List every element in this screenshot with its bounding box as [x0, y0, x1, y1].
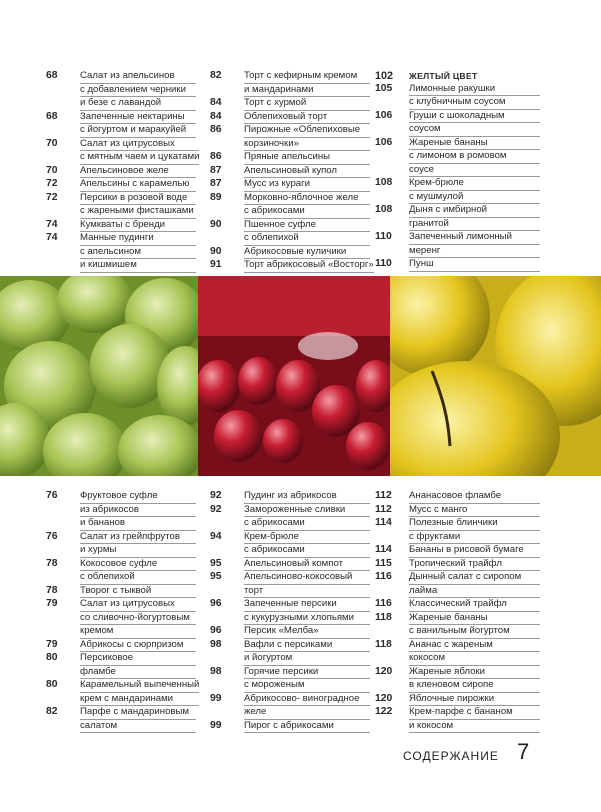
toc-title — [409, 83, 540, 110]
toc-page-number: 95 — [210, 571, 222, 582]
toc-title-line: кокосом — [409, 652, 540, 666]
toc-page-number: 91 — [210, 259, 222, 270]
toc-title-line: Груши с шоколадным — [409, 110, 540, 124]
toc-title-line: Жареные яблоки — [409, 666, 540, 680]
toc-title-line: Салат из цитрусовых — [80, 598, 196, 612]
toc-top-col3 — [375, 70, 540, 272]
toc-title-line: Тропический трайфл — [409, 558, 540, 572]
toc-title-line: Абрикосы с сюрпризом — [80, 639, 196, 653]
toc-page-number: 122 — [375, 706, 393, 717]
toc-page-number: 118 — [375, 611, 392, 623]
toc-title — [80, 652, 196, 679]
toc-entry — [46, 531, 196, 558]
toc-entry — [375, 706, 540, 733]
toc-title-line: и йогуртом — [244, 652, 370, 666]
toc-title-line: Бананы в рисовой бумаге — [409, 544, 540, 558]
toc-entry — [210, 558, 370, 572]
toc-page-number: 98 — [210, 665, 222, 677]
toc-entry — [210, 504, 370, 531]
toc-page-number: 120 — [375, 665, 393, 677]
toc-title-line: Манные пудинги — [80, 232, 196, 246]
toc-title — [244, 165, 370, 179]
toc-title-line: Салат из апельсинов — [80, 70, 196, 84]
toc-title-line: Классический трайфл — [409, 598, 540, 612]
toc-title-line: Салат из цитрусовых — [80, 138, 199, 152]
toc-title-line: из абрикосов — [80, 504, 196, 518]
toc-title-line: Крем-брюле — [244, 531, 370, 545]
toc-title-line: и мандаринами — [244, 84, 370, 98]
toc-entry — [46, 178, 196, 192]
toc-title — [409, 110, 540, 137]
toc-page-number: 112 — [375, 503, 392, 515]
toc-entry — [375, 490, 540, 504]
toc-page-number: 95 — [210, 557, 222, 569]
toc-title-line: Персик «Мелба» — [244, 625, 370, 639]
toc-title-line: с ванильным йогуртом — [409, 625, 540, 639]
toc-page-number: 116 — [375, 571, 392, 582]
toc-page-number: 112 — [375, 490, 392, 501]
toc-title — [409, 490, 540, 504]
toc-title-line: гранитой — [409, 218, 540, 232]
toc-entry — [375, 83, 540, 110]
toc-title — [80, 165, 196, 179]
toc-title-line: с клубничным соусом — [409, 96, 540, 110]
toc-title — [244, 259, 374, 273]
toc-entry — [375, 517, 540, 544]
toc-title-line: салатом — [80, 720, 196, 734]
toc-title — [244, 490, 370, 504]
toc-entry — [46, 192, 196, 219]
toc-title — [409, 558, 540, 572]
toc-title-line: с мятным чаем и цукатами — [80, 151, 199, 165]
toc-top-col2 — [210, 70, 374, 273]
toc-title — [80, 598, 196, 639]
toc-title-line: с облепихой — [80, 571, 196, 585]
toc-page-number: 80 — [46, 652, 58, 663]
toc-entry — [46, 165, 196, 179]
toc-bottom-col2 — [210, 490, 370, 733]
toc-title — [244, 246, 370, 260]
toc-title — [80, 192, 196, 219]
toc-title — [244, 720, 370, 734]
toc-page-number: 120 — [375, 692, 393, 704]
toc-title-line: с мушмулой — [409, 191, 540, 205]
toc-title-line: Яблочные пирожки — [409, 693, 540, 707]
toc-title — [244, 598, 370, 625]
toc-page-number: 108 — [375, 177, 393, 188]
toc-entry — [46, 490, 196, 531]
toc-title-line: корзиночки» — [244, 138, 370, 152]
toc-page-number: 87 — [210, 178, 222, 189]
toc-page-number: 68 — [46, 70, 58, 81]
toc-entry — [375, 177, 540, 204]
toc-entry — [375, 137, 540, 178]
toc-page-number: 99 — [210, 692, 222, 704]
toc-page-number: 82 — [46, 706, 58, 717]
toc-title-line: Вафли с персиками — [244, 639, 370, 653]
toc-top-col1 — [46, 70, 200, 273]
section-heading — [375, 70, 540, 83]
toc-title-line: крем с мандаринами — [80, 693, 199, 707]
toc-page-number: 76 — [46, 490, 58, 501]
toc-title — [409, 177, 540, 204]
toc-entry — [375, 110, 540, 137]
toc-title — [244, 639, 370, 666]
toc-bottom-col3 — [375, 490, 540, 733]
toc-title-line: желе — [244, 706, 370, 720]
toc-page-number: 96 — [210, 598, 222, 609]
toc-title-line: с добавлением черники — [80, 84, 196, 98]
toc-title-line: с апельсином — [80, 246, 196, 260]
toc-title — [409, 258, 540, 272]
toc-title — [244, 192, 370, 219]
toc-title-line: Пудинг из абрикосов — [244, 490, 370, 504]
toc-title-line: с йогуртом и маракуйей — [80, 124, 196, 138]
toc-title — [409, 693, 540, 707]
toc-page-number: 110 — [375, 231, 392, 242]
toc-title-line: Апельсиново-кокосовый — [244, 571, 370, 585]
toc-title — [80, 679, 199, 706]
toc-page-number: 115 — [375, 557, 392, 569]
toc-title-line: Пирог с абрикосами — [244, 720, 370, 734]
toc-title-line: Крем-парфе с бананом — [409, 706, 540, 720]
toc-page-number: 70 — [46, 137, 58, 149]
toc-page-number: 74 — [46, 218, 58, 230]
toc-title — [244, 219, 370, 246]
toc-title — [244, 504, 370, 531]
toc-entry — [46, 111, 196, 138]
toc-title-line: с абрикосами — [244, 205, 370, 219]
toc-title — [80, 585, 196, 599]
toc-title — [409, 517, 540, 544]
toc-title-line: Пунш — [409, 258, 540, 272]
toc-title — [409, 571, 540, 598]
toc-title — [80, 490, 196, 531]
toc-entry — [46, 652, 196, 679]
toc-entry — [375, 666, 540, 693]
toc-title — [244, 178, 370, 192]
section-heading-num: 102 — [375, 70, 394, 82]
toc-title-line: Кумкваты с бренди — [80, 219, 196, 233]
toc-title — [244, 97, 370, 111]
toc-title-line: и хурмы — [80, 544, 196, 558]
toc-title — [80, 531, 196, 558]
toc-bottom-col1 — [46, 490, 200, 733]
toc-title-line: Фруктовое суфле — [80, 490, 196, 504]
toc-title-line: Горячие персики — [244, 666, 370, 680]
toc-title-line: Абрикосовые куличики — [244, 246, 370, 260]
toc-title-line: лайма — [409, 585, 540, 599]
toc-page-number: 90 — [210, 218, 222, 230]
toc-title — [80, 178, 196, 192]
toc-entry — [210, 639, 370, 666]
toc-title — [80, 232, 196, 273]
toc-title — [409, 666, 540, 693]
toc-entry — [375, 231, 540, 258]
toc-page-number: 68 — [46, 110, 58, 122]
toc-title-line: Дыня с имбирной — [409, 204, 540, 218]
toc-entry — [46, 137, 200, 165]
toc-entry — [210, 111, 370, 125]
toc-title-line: с лимоном в ромовом — [409, 150, 540, 164]
toc-page-number: 94 — [210, 530, 222, 542]
toc-title — [244, 111, 370, 125]
toc-page-number: 106 — [375, 136, 393, 148]
toc-title-line: Апельсиновый компот — [244, 558, 370, 572]
toc-entry — [210, 97, 370, 111]
toc-entry — [210, 571, 370, 598]
toc-page-number: 76 — [46, 530, 58, 542]
toc-title-line: кремом — [80, 625, 196, 639]
toc-page-number: 84 — [210, 97, 222, 108]
toc-entry — [210, 625, 370, 639]
toc-title-line: соусом — [409, 123, 540, 137]
toc-entry — [375, 612, 540, 639]
toc-title-line: Пряные апельсины — [244, 151, 370, 165]
toc-title-line: с жареными фисташками — [80, 205, 196, 219]
toc-title — [244, 124, 370, 151]
toc-entry — [46, 679, 200, 706]
toc-page-number: 105 — [375, 82, 393, 94]
toc-title-line: фламбе — [80, 666, 196, 680]
toc-title-line: Апельсины с карамелью — [80, 178, 196, 192]
toc-entry — [210, 598, 370, 625]
photo-strip — [0, 276, 601, 476]
toc-page-number: 79 — [46, 598, 58, 609]
toc-title-line: Торт с кефирным кремом — [244, 70, 370, 84]
toc-page-number: 106 — [375, 109, 393, 121]
toc-entry — [375, 544, 540, 558]
toc-title-line: Запеченный лимонный — [409, 231, 540, 245]
toc-title — [244, 571, 370, 598]
toc-entry — [210, 246, 370, 260]
toc-page-number: 80 — [46, 679, 58, 690]
toc-title-line: Пирожные «Облепиховые — [244, 124, 370, 138]
toc-page-number: 114 — [375, 517, 392, 528]
toc-entry — [210, 666, 370, 693]
toc-title-line: и кокосом — [409, 720, 540, 734]
toc-title-line: Мусс из кураги — [244, 178, 370, 192]
toc-page-number: 92 — [210, 490, 222, 501]
toc-title-line: Лимонные ракушки — [409, 83, 540, 97]
toc-title — [80, 639, 196, 653]
toc-entry — [46, 70, 196, 111]
toc-title — [409, 598, 540, 612]
toc-title-line: соусе — [409, 164, 540, 178]
toc-title-line: Запеченные персики — [244, 598, 370, 612]
toc-title-line: Жареные бананы — [409, 612, 540, 626]
toc-entry — [46, 598, 196, 639]
toc-title-line: Ананас с жареным — [409, 639, 540, 653]
toc-title-line: Парфе с мандариновым — [80, 706, 196, 720]
toc-title-line: с мороженым — [244, 679, 370, 693]
toc-entry — [46, 706, 196, 733]
toc-title-line: Абрикосово- виноградное — [244, 693, 370, 707]
grapes-photo — [0, 276, 198, 476]
toc-title — [80, 138, 199, 165]
toc-title-line: и бананов — [80, 517, 196, 531]
toc-entry — [210, 531, 370, 558]
toc-title — [80, 70, 196, 111]
toc-entry — [210, 165, 370, 179]
toc-page-number: 86 — [210, 151, 222, 162]
toc-page-number: 72 — [46, 191, 58, 203]
toc-title-line: Апельсиновый купол — [244, 165, 370, 179]
toc-title-line: и безе с лавандой — [80, 97, 196, 111]
toc-title-line: Ананасовое фламбе — [409, 490, 540, 504]
toc-title-line: с кукурузными хлопьями — [244, 612, 370, 626]
pomegranate-photo — [198, 276, 390, 476]
toc-title-line: торт — [244, 585, 370, 599]
toc-page-number: 74 — [46, 232, 58, 243]
toc-title-line: Морковно-яблочное желе — [244, 192, 370, 206]
toc-page-number: 98 — [210, 638, 222, 650]
toc-title-line: с абрикосами — [244, 544, 370, 558]
toc-title — [244, 558, 370, 572]
toc-title-line: Замороженные сливки — [244, 504, 370, 518]
apples-photo — [390, 276, 601, 476]
toc-title-line: Облепиховый торт — [244, 111, 370, 125]
toc-title — [244, 625, 370, 639]
toc-page-number: 78 — [46, 557, 58, 569]
toc-title-line: Запеченные нектарины — [80, 111, 196, 125]
toc-title-line: Персики в розовой воде — [80, 192, 196, 206]
toc-entry — [210, 192, 370, 219]
toc-title-line: Творог с тыквой — [80, 585, 196, 599]
toc-title-line: с облепихой — [244, 232, 370, 246]
toc-page-number: 90 — [210, 245, 222, 257]
footer-label: СОДЕРЖАНИЕ — [403, 749, 499, 763]
toc-title — [409, 504, 540, 518]
toc-page-number: 114 — [375, 544, 392, 555]
toc-entry — [375, 693, 540, 707]
toc-entry — [375, 504, 540, 518]
toc-entry — [375, 558, 540, 572]
toc-title — [409, 204, 540, 231]
toc-page-number: 116 — [375, 598, 392, 609]
toc-page-number: 86 — [210, 124, 222, 135]
toc-page-number: 108 — [375, 204, 393, 215]
toc-title — [409, 137, 540, 178]
toc-entry — [375, 571, 540, 598]
toc-entry — [46, 585, 196, 599]
toc-entry — [46, 232, 196, 273]
toc-entry — [210, 219, 370, 246]
toc-entry — [375, 204, 540, 231]
toc-title-line: Карамельный выпеченный — [80, 679, 199, 693]
toc-title — [80, 219, 196, 233]
toc-entry — [210, 259, 374, 273]
toc-title — [244, 151, 370, 165]
toc-entry — [46, 558, 196, 585]
toc-page-number: 99 — [210, 719, 222, 731]
toc-entry — [210, 490, 370, 504]
toc-title-line: Полезные блинчики — [409, 517, 540, 531]
toc-title-line: Апельсиновое желе — [80, 165, 196, 179]
toc-page-number: 84 — [210, 110, 222, 122]
toc-entry — [210, 151, 370, 165]
toc-entry — [210, 693, 370, 720]
toc-title — [409, 612, 540, 639]
toc-title-line: с абрикосами — [244, 517, 370, 531]
section-heading-title: ЖЕЛТЫЙ ЦВЕТ — [409, 71, 478, 81]
toc-entry — [46, 639, 196, 653]
toc-title — [244, 693, 370, 720]
toc-title — [244, 531, 370, 558]
toc-title-line: меренг — [409, 245, 540, 259]
toc-page-number: 72 — [46, 178, 58, 189]
toc-title-line: Крем-брюле — [409, 177, 540, 191]
toc-page-number: 110 — [375, 258, 392, 269]
toc-entry — [210, 720, 370, 734]
toc-page-number: 96 — [210, 625, 222, 636]
toc-title — [409, 706, 540, 733]
toc-title-line: Торт с хурмой — [244, 97, 370, 111]
toc-page-number: 87 — [210, 164, 222, 176]
toc-title — [80, 706, 196, 733]
toc-entry — [375, 258, 540, 272]
toc-title — [409, 544, 540, 558]
toc-title — [409, 639, 540, 666]
toc-title-line: с фруктами — [409, 531, 540, 545]
toc-title-line: Салат из грейпфрутов — [80, 531, 196, 545]
toc-title-line: Дынный салат с сиропом — [409, 571, 540, 585]
toc-entry — [46, 219, 196, 233]
toc-title — [244, 666, 370, 693]
toc-title-line: и кишмишем — [80, 259, 196, 273]
toc-title-line: со сливочно-йогуртовым — [80, 612, 196, 626]
toc-page-number: 82 — [210, 70, 222, 81]
toc-title — [409, 231, 540, 258]
toc-entry — [375, 598, 540, 612]
toc-title — [244, 70, 370, 97]
toc-page-number: 92 — [210, 503, 222, 515]
toc-title-line: Жареные бананы — [409, 137, 540, 151]
toc-title — [80, 558, 196, 585]
toc-entry — [210, 178, 370, 192]
toc-page-number: 78 — [46, 584, 58, 596]
toc-title-line: Персиковое — [80, 652, 196, 666]
toc-entry — [210, 70, 370, 97]
toc-page-number: 89 — [210, 191, 222, 203]
toc-title-line: Пшенное суфле — [244, 219, 370, 233]
toc-title-line: Торт абрикосовый «Восторг» — [244, 259, 374, 273]
toc-title-line: Мусс с манго — [409, 504, 540, 518]
toc-page-number: 70 — [46, 164, 58, 176]
toc-title — [80, 111, 196, 138]
toc-entry — [375, 639, 540, 666]
toc-page-number: 79 — [46, 638, 58, 650]
toc-title-line: в кленовом сиропе — [409, 679, 540, 693]
toc-title-line: Кокосовое суфле — [80, 558, 196, 572]
page-number: 7 — [517, 739, 530, 764]
toc-entry — [210, 124, 370, 151]
toc-page-number: 118 — [375, 638, 392, 650]
